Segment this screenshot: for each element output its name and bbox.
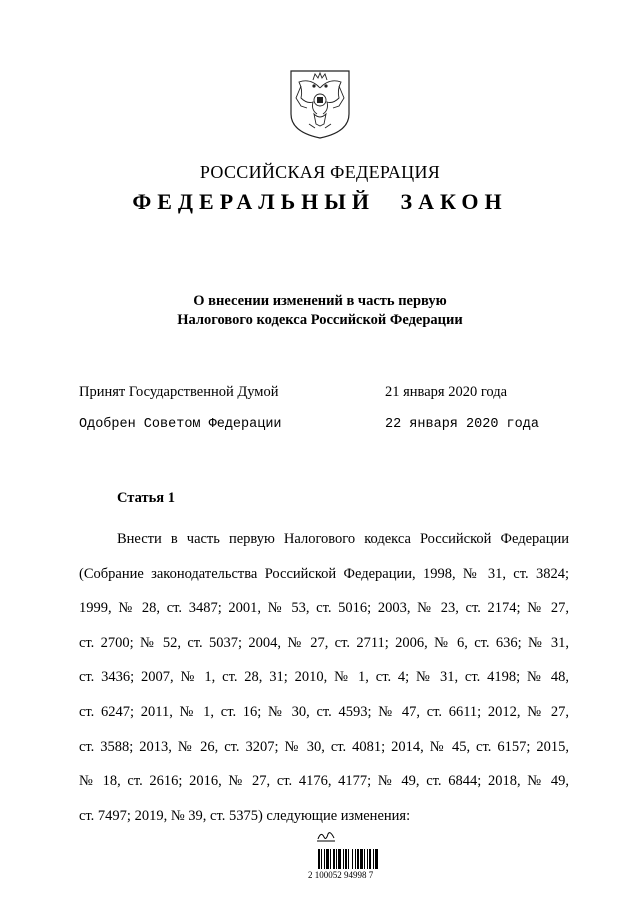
barcode-number: 2 100052 94998 7 <box>308 870 374 880</box>
barcode-bar <box>355 849 356 869</box>
barcode-bar <box>369 849 371 869</box>
barcode-bar <box>348 849 349 869</box>
barcode-bar <box>357 849 359 869</box>
article-line: ст. 2700; № 52, ст. 5037; 2004, № 27, ст. 2711; 2006, № 6, ст. 636; № 31, <box>79 634 569 651</box>
article-heading: Статья 1 <box>117 490 175 506</box>
article-line: ст. 3588; 2013, № 26, ст. 3207; № 30, ст. 4081; 2014, № 45, ст. 6157; 2015, <box>79 738 569 755</box>
barcode-bar <box>321 849 322 869</box>
country-name: РОССИЙСКАЯ ФЕДЕРАЦИЯ <box>199 162 441 182</box>
law-title-line: О внесении изменений в часть первую <box>193 293 447 309</box>
article-line: № 18, ст. 2616; 2016, № 27, ст. 4176, 4177; № 49, ст. 6844; 2018, № 49, <box>79 773 569 790</box>
barcode-bar <box>324 849 325 869</box>
duma-label: Принят Государственной Думой <box>79 384 279 400</box>
barcode-bar <box>373 849 374 869</box>
article-line: ст. 7497; 2019, № 39, ст. 5375) следующие изменения: <box>79 807 411 824</box>
article-line: (Собрание законодательства Российской Федерации, 1998, № 31, ст. 3824; <box>79 565 569 582</box>
barcode-bar <box>318 849 320 869</box>
article-line: ст. 6247; 2011, № 1, ст. 16; № 30, ст. 4593; № 47, ст. 6611; 2012, № 27, <box>79 703 569 720</box>
barcode <box>308 829 404 881</box>
barcode-bar <box>352 849 353 869</box>
barcode-bar <box>326 849 329 869</box>
barcode-bar <box>360 849 363 869</box>
document-type: ФЕДЕРАЛЬНЫЙ ЗАКОН <box>132 189 508 214</box>
barcode-bars <box>318 849 398 869</box>
barcode-bar <box>330 849 331 869</box>
barcode-bar <box>343 849 344 869</box>
article-body <box>79 522 569 833</box>
duma-date: 21 января 2020 года <box>385 384 508 400</box>
barcode-bar <box>338 849 341 869</box>
barcode-bar <box>336 849 337 869</box>
council-label: Одобрен Советом Федерации <box>79 417 282 432</box>
barcode-bar <box>375 849 378 869</box>
law-title <box>0 292 640 330</box>
coat-of-arms-icon <box>287 68 353 140</box>
barcode-bar <box>345 849 347 869</box>
council-date: 22 января 2020 года <box>385 417 539 432</box>
article-line: Внести в часть первую Налогового кодекса Российской Федерации <box>117 531 569 547</box>
article-line: ст. 3436; 2007, № 1, ст. 28, 31; 2010, № 1, ст. 4; № 31, ст. 4198; № 48, <box>79 669 569 686</box>
article-line: 1999, № 28, ст. 3487; 2001, № 53, ст. 5016; 2003, № 23, ст. 2174; № 27, <box>79 600 569 617</box>
barcode-bar <box>333 849 335 869</box>
signature-icon <box>316 829 336 843</box>
barcode-bar <box>367 849 368 869</box>
barcode-bar <box>364 849 365 869</box>
law-title-line: Налогового кодекса Российской Федерации <box>177 312 463 328</box>
